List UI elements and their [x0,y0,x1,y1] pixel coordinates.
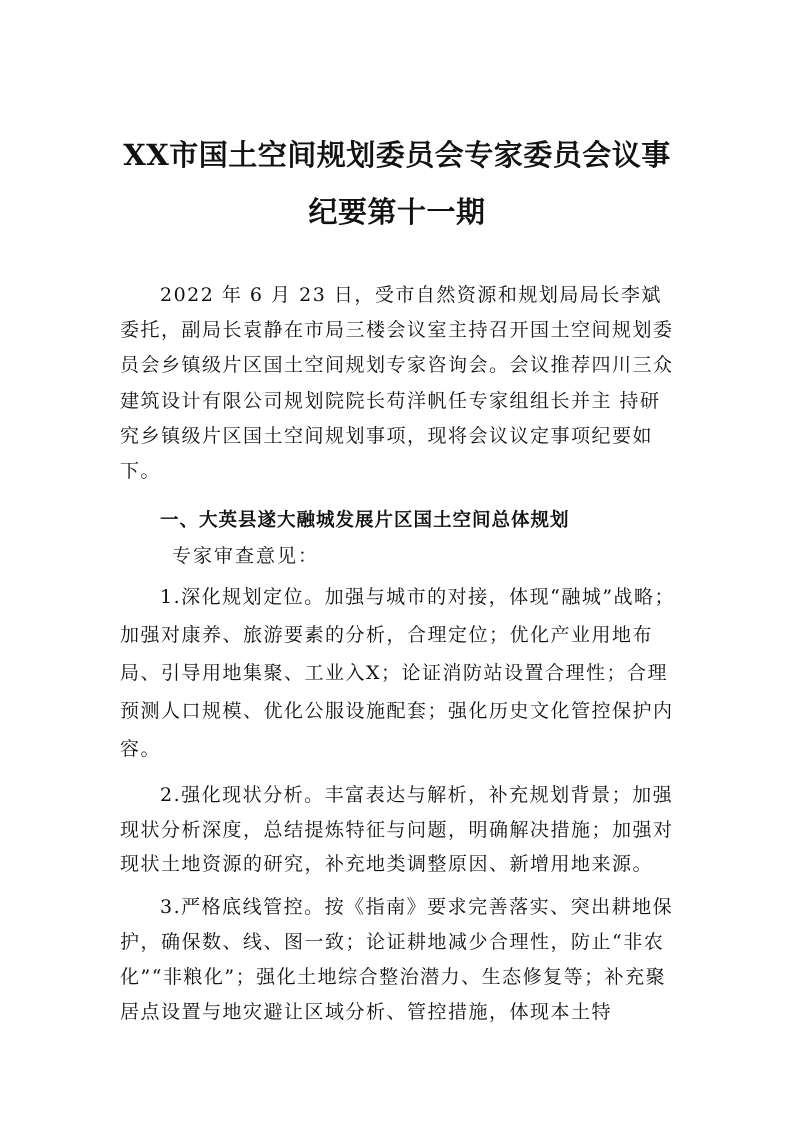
opinion-item-3: 3.严格底线管控。按《指南》要求完善落实、突出耕地保护，确保数、线、图一致；论证耕地减少合理性，防止“非农化”“非粮化”；强化土地综合整治潜力、生态修复等；补充聚居点设置与地灾避让区域分析、管控措施，体现本土特 [120,896,674,1023]
section-1-heading: 一、大英县遂大融城发展片区国土空间总体规划 [160,510,570,531]
intro-paragraph: 2022 年 6 月 23 日，受市自然资源和规划局局长李斌委托，副局长袁静在市局三楼会议室主持召开国土空间规划委员会乡镇级片区国土空间规划专家咨询会。会议推荐四川三众建筑设计有限公司规划院院长苟洋帆任专家组组长并主 持研究乡镇级片区国土空间规划事项，现将会议议定事项纪要如下。 [120,284,674,483]
opinion-item-2: 2.强化现状分析。丰富表达与解析，补充规划背景；加强现状分析深度，总结提炼特征与问题，明确解决措施；加强对现状土地资源的研究，补充地类调整原因、新增用地来源。 [120,784,674,875]
opinion-item-1: 1.深化规划定位。加强与城市的对接，体现“融城”战略；加强对康养、旅游要素的分析，合理定位；优化产业用地布局、引导用地集聚、工业入X；论证消防站设置合理性；合理预测人口规模、优化公服设施配套；强化历史文化管控保护内容。 [120,586,676,760]
document-title-line-1: XX市国土空间规划委员会专家委员会议事 [123,138,671,172]
section-1-subheading: 专家审查意见： [172,545,320,567]
document-title-line-2: 纪要第十一期 [308,195,486,229]
